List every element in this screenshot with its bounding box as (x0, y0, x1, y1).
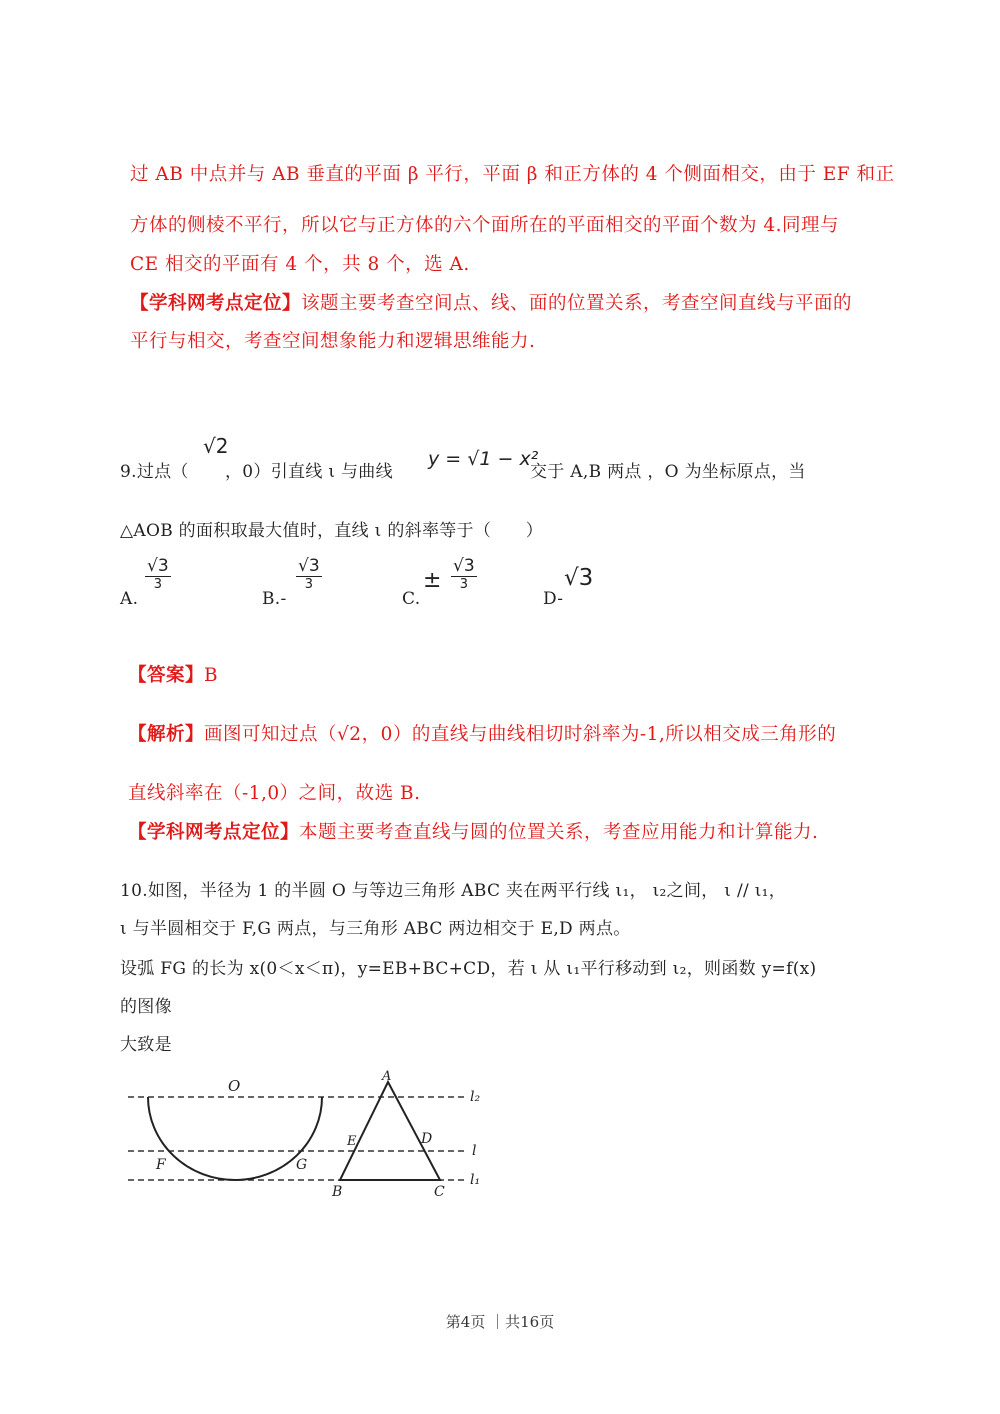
analysis-tag: 【解析】 (128, 724, 205, 745)
q9-option-b-num: √3 (298, 556, 320, 576)
label-o: O (228, 1077, 241, 1095)
q9-suffix: 交于 A,B 两点 ，O 为坐标原点，当 (530, 462, 806, 482)
q9-option-c-fraction (451, 556, 477, 592)
answer-value: B (204, 665, 219, 686)
solution8-kaodian-line2: 平行与相交，考查空间想象能力和逻辑思维能力. (130, 331, 536, 352)
q10-line3: 设弧 FG 的长为 x(0＜x＜π)，y=EB+BC+CD，若 ι 从 ι₁平行移动到 ι₂，则函数 y=f(x) (120, 959, 817, 979)
q9-option-a-label: A. (120, 589, 139, 609)
q9-option-d-label: D- (543, 589, 564, 609)
solution8-line3: CE 相交的平面有 4 个，共 8 个，选 A. (130, 254, 470, 275)
q9-option-c-num: √3 (453, 556, 475, 576)
q9-kaodian (128, 818, 818, 844)
analysis-text: 画图可知过点（√2，0）的直线与曲线相切时斜率为-1,所以相交成三角形的 (204, 724, 837, 745)
q9-point-sqrt: √2 (203, 434, 229, 458)
q9-option-b-label: B.- (262, 589, 287, 609)
solution8-line1: 过 AB 中点并与 AB 垂直的平面 β 平行，平面 β 和正方体的 4 个侧面相交，由于 EF 和正 (130, 164, 895, 185)
q9-curve: y = √1 − x² (428, 448, 539, 470)
label-a: A (382, 1070, 392, 1084)
q9-point-tail: ，0）引直线 ι 与曲线 (225, 462, 393, 482)
label-g: G (296, 1157, 308, 1173)
q9-analysis-line1 (128, 720, 836, 746)
label-f: F (156, 1157, 166, 1173)
kaodian-tag: 【学科网考点定位】 (130, 293, 302, 314)
q9-option-c-sign: ± (423, 568, 442, 593)
label-d: D (421, 1131, 433, 1147)
q9-line2: △AOB 的面积取最大值时，直线 ι 的斜率等于（ ） (120, 521, 544, 541)
q9-answer (128, 661, 218, 687)
q9-option-b-fraction (296, 556, 322, 592)
solution8-kaodian (130, 289, 852, 315)
kaodian-text: 该题主要考查空间点、线、面的位置关系，考查空间直线与平面的 (301, 293, 853, 314)
q10-figure (120, 1070, 500, 1200)
q9-option-a-fraction (145, 556, 171, 592)
page-footer: 第4页 ｜共16页 (445, 1313, 555, 1331)
kaodian-tag: 【学科网考点定位】 (128, 822, 300, 843)
label-l2: l₂ (470, 1089, 481, 1105)
solution8-line2: 方体的侧棱不平行，所以它与正方体的六个面所在的平面相交的平面个数为 4.同理与 (130, 215, 840, 236)
q9-option-c-label: C. (402, 589, 421, 609)
answer-tag: 【答案】 (128, 665, 205, 686)
kaodian-text: 本题主要考查直线与圆的位置关系，考查应用能力和计算能力. (299, 822, 819, 843)
label-l1: l₁ (470, 1172, 481, 1188)
q9-analysis-line2: 直线斜率在（-1,0）之间，故选 B. (128, 783, 421, 804)
label-c: C (434, 1184, 445, 1200)
label-e: E (347, 1134, 357, 1149)
q9-option-a-num: √3 (147, 556, 169, 576)
q10-line1: 10.如图，半径为 1 的半圆 O 与等边三角形 ABC 夹在两平行线 ι₁， ι₂之间， ι // ι₁， (120, 881, 787, 901)
q9-option-a-den: 3 (153, 577, 162, 592)
q10-line2: ι 与半圆相交于 F,G 两点，与三角形 ABC 两边相交于 E,D 两点。 (120, 919, 631, 939)
q9-option-c-den: 3 (459, 577, 468, 592)
q9-line1 (120, 457, 189, 482)
q10-line5: 大致是 (120, 1035, 172, 1055)
label-b: B (332, 1184, 343, 1200)
q10-line4: 的图像 (120, 997, 172, 1017)
q9-option-d-value: √3 (564, 565, 594, 591)
q9-prefix: 9.过点（ (120, 462, 189, 482)
label-l: l (472, 1143, 477, 1159)
q9-option-b-den: 3 (304, 577, 313, 592)
